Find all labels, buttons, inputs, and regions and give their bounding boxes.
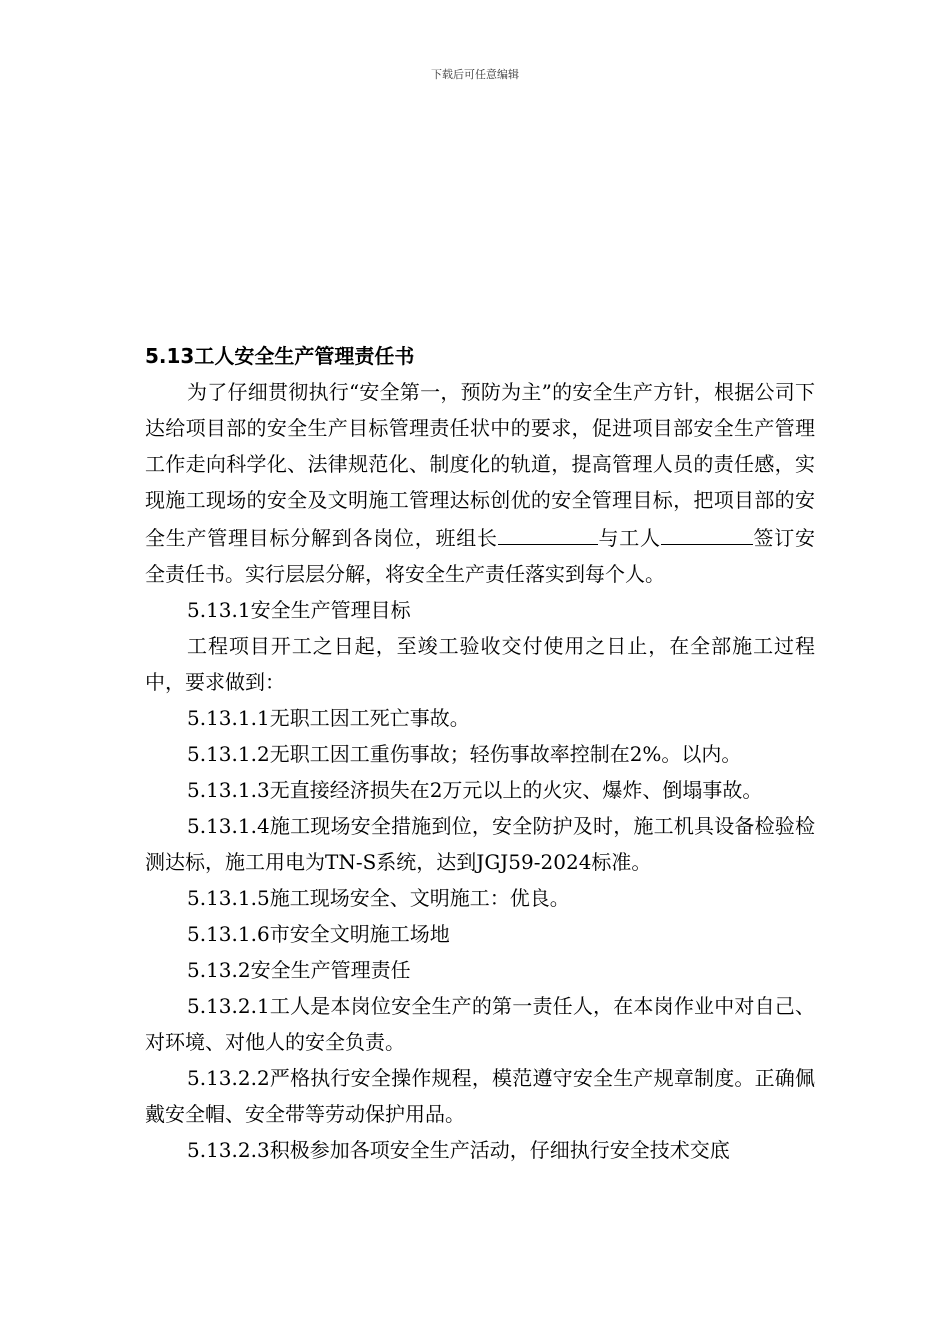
intro-text-part1: 为了仔细贯彻执行“安全第一，预防为主”的安全生产方针，根据公司下达给项目部的安全生产目标管理责任状中的要求，促进项目部安全生产管理工作走向科学化、法律规范化、制度化的轨道，提高管理人员的责任感，实现施工现场的安全及文明施工管理达标创优的安全管理目标，把项目部的安全生产管理目标分解到各岗位，班组长	[145, 380, 815, 550]
paragraph-scope: 工程项目开工之日起，至竣工验收交付使用之日止，在全部施工过程中，要求做到：	[145, 634, 815, 694]
item-5-13-2-3: 5.13.2.3积极参加各项安全生产活动，仔细执行安全技术交底	[187, 1138, 730, 1162]
item-5-13-1-5: 5.13.1.5施工现场安全、文明施工：优良。	[187, 886, 570, 910]
document-title: 5.13工人安全生产管理责任书	[145, 344, 415, 368]
intro-text-part3: 签订安全责任书。实行层层分解，将安全生产责任落实到每个人。	[145, 526, 815, 586]
worker-blank[interactable]	[661, 518, 753, 545]
item-5-13-1-2: 5.13.1.2无职工因工重伤事故；轻伤事故率控制在2%。以内。	[187, 742, 742, 766]
team-leader-blank[interactable]	[498, 518, 598, 545]
item-5-13-2-1: 5.13.2.1工人是本岗位安全生产的第一责任人，在本岗作业中对自己、对环境、对他人的安全负责。	[145, 994, 815, 1054]
section-heading-5-13-2: 5.13.2安全生产管理责任	[187, 958, 411, 982]
item-5-13-1-4: 5.13.1.4施工现场安全措施到位，安全防护及时，施工机具设备检验检测达标，施工用电为TN-S系统，达到JGJ59-2024标准。	[145, 814, 815, 874]
header-note: 下载后可任意编辑	[431, 68, 519, 81]
item-5-13-1-3: 5.13.1.3无直接经济损失在2万元以上的火灾、爆炸、倒塌事故。	[187, 778, 763, 802]
item-5-13-1-1: 5.13.1.1无职工因工死亡事故。	[187, 706, 470, 730]
intro-text-part2: 与工人	[597, 526, 661, 550]
item-5-13-1-6: 5.13.1.6市安全文明施工场地	[187, 922, 450, 946]
intro-paragraph	[145, 374, 815, 592]
item-5-13-2-2: 5.13.2.2严格执行安全操作规程，模范遵守安全生产规章制度。正确佩戴安全帽、安全带等劳动保护用品。	[145, 1066, 815, 1126]
document-body	[145, 338, 815, 1168]
section-heading-5-13-1: 5.13.1安全生产管理目标	[187, 598, 411, 622]
